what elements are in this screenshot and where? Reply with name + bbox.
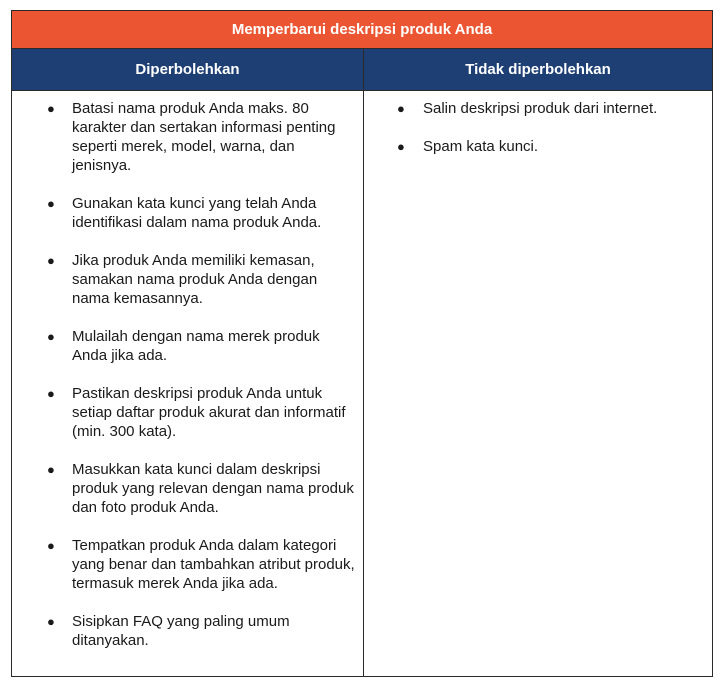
bullet-icon: ● (47, 538, 55, 553)
list-item: ● Tempatkan produk Anda dalam kategori yang benar dan tambahkan atribut produk, termasuk merek Anda jika ada. (47, 537, 355, 592)
bullet-icon: ● (47, 614, 55, 629)
list-item: ● Mulailah dengan nama merek produk Anda jika ada. (47, 328, 320, 364)
column-header-row (12, 49, 712, 91)
bullet-icon: ● (47, 386, 55, 401)
list-item: ● Sisipkan FAQ yang paling umum ditanyakan. (47, 613, 290, 649)
bullet-icon: ● (397, 101, 405, 116)
not-allowed-cell (364, 91, 712, 175)
list-item: ● Jika produk Anda memiliki kemasan, samakan nama produk Anda dengan nama kemasannya. (47, 252, 318, 307)
bullet-icon: ● (47, 253, 55, 268)
bullet-icon: ● (47, 329, 55, 344)
list-item: ● Salin deskripsi produk dari internet. (397, 100, 658, 117)
allowed-list (12, 91, 363, 650)
list-item: ● Pastikan deskripsi produk Anda untuk setiap daftar produk akurat dan informatif (min. 300 kata). (47, 385, 346, 440)
bullet-icon: ● (47, 101, 55, 116)
table-title-text: Memperbarui deskripsi produk Anda (231, 21, 493, 38)
guidelines-table (11, 10, 713, 677)
allowed-cell (12, 91, 363, 669)
bullet-icon: ● (47, 462, 55, 477)
list-item: ● Masukkan kata kunci dalam deskripsi produk yang relevan dengan nama produk dan foto produk Anda. (47, 461, 354, 516)
bullet-icon: ● (397, 139, 405, 154)
bullet-icon: ● (47, 196, 55, 211)
not-allowed-column-header: Tidak diperbolehkan (465, 61, 611, 78)
not-allowed-list (364, 91, 712, 156)
table-title (12, 11, 712, 49)
list-item: ● Gunakan kata kunci yang telah Anda identifikasi dalam nama produk Anda. (47, 195, 322, 231)
list-item: ● Spam kata kunci. (397, 138, 539, 155)
allowed-column-header: Diperbolehkan (135, 61, 240, 78)
list-item: ● Batasi nama produk Anda maks. 80 karakter dan sertakan informasi penting seperti merek, model, warna, dan jenisnya. (47, 100, 336, 174)
